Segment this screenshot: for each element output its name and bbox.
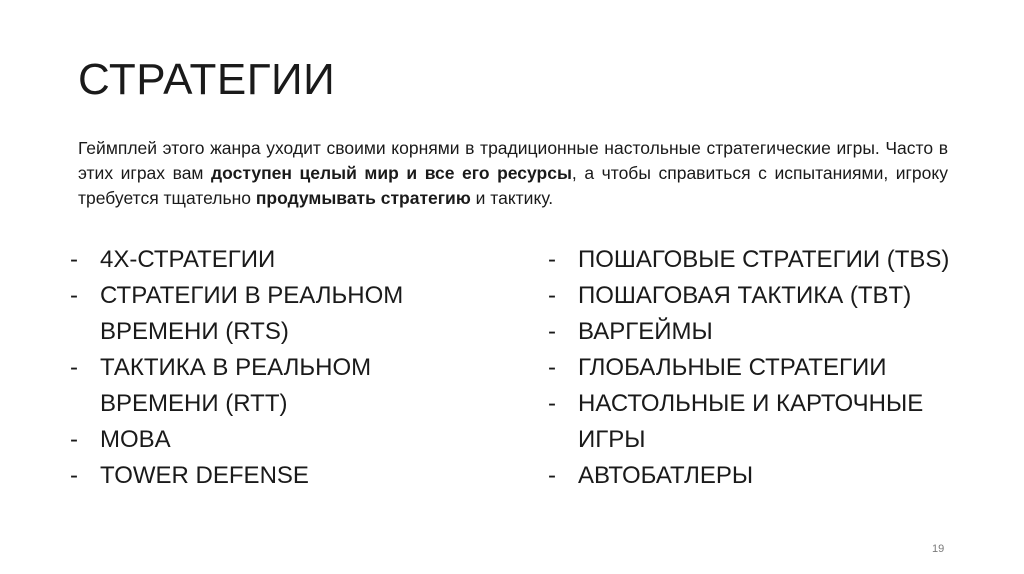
- bullet-dash: -: [70, 246, 78, 273]
- right-genre-list: [548, 242, 968, 494]
- bullet-dash: -: [548, 354, 556, 381]
- bullet-dash: -: [548, 246, 556, 273]
- list-item-text: АВТОБАТЛЕРЫ: [578, 462, 754, 489]
- list-item-text: MOBA: [100, 426, 171, 453]
- list-item-text: ТАКТИКА В РЕАЛЬНОМ ВРЕМЕНИ (RTT): [100, 354, 372, 417]
- list-item-text: ВАРГЕЙМЫ: [578, 318, 713, 345]
- list-item-text: НАСТОЛЬНЫЕ И КАРТОЧНЫЕ ИГРЫ: [578, 390, 924, 453]
- bullet-dash: -: [548, 462, 556, 489]
- bullet-dash: -: [548, 282, 556, 309]
- list-item-text: TOWER DEFENSE: [100, 462, 309, 489]
- list-item: [70, 422, 470, 458]
- slide-title: СТРАТЕГИИ: [78, 55, 336, 104]
- list-item: [548, 242, 968, 278]
- intro-text-2: , а чтобы справиться с испытаниями, игроку требуется тщательно: [78, 163, 949, 208]
- bullet-dash: -: [70, 426, 78, 453]
- intro-text-1: Геймплей этого жанра уходит своими корнями в традиционные настольные стратегические игры. Часто в этих играх вам: [78, 138, 948, 183]
- list-item-text: 4X-СТРАТЕГИИ: [100, 246, 276, 273]
- intro-text-3: и тактику.: [470, 188, 554, 208]
- left-genre-list: [70, 242, 470, 494]
- list-item: [70, 350, 470, 422]
- bullet-dash: -: [70, 282, 78, 309]
- intro-bold-1: доступен целый мир и все его ресурсы: [211, 163, 572, 183]
- bullet-dash: -: [548, 318, 556, 345]
- list-item: [548, 386, 968, 458]
- intro-paragraph: [78, 136, 948, 211]
- list-item: [548, 350, 968, 386]
- bullet-dash: -: [70, 462, 78, 489]
- list-item-text: ПОШАГОВАЯ ТАКТИКА (TBT): [578, 282, 912, 309]
- bullet-dash: -: [70, 354, 78, 381]
- bullet-dash: -: [548, 390, 556, 417]
- list-item: [70, 242, 470, 278]
- list-item-text: СТРАТЕГИИ В РЕАЛЬНОМ ВРЕМЕНИ (RTS): [100, 282, 404, 345]
- list-item-text: ПОШАГОВЫЕ СТРАТЕГИИ (TBS): [578, 246, 950, 273]
- list-item: [548, 458, 968, 494]
- page-number: 19: [932, 543, 945, 555]
- list-item: [548, 314, 968, 350]
- list-item-text: ГЛОБАЛЬНЫЕ СТРАТЕГИИ: [578, 354, 887, 381]
- list-item: [70, 458, 470, 494]
- list-item: [70, 278, 470, 350]
- intro-bold-2: продумывать стратегию: [255, 188, 471, 208]
- list-item: [548, 278, 968, 314]
